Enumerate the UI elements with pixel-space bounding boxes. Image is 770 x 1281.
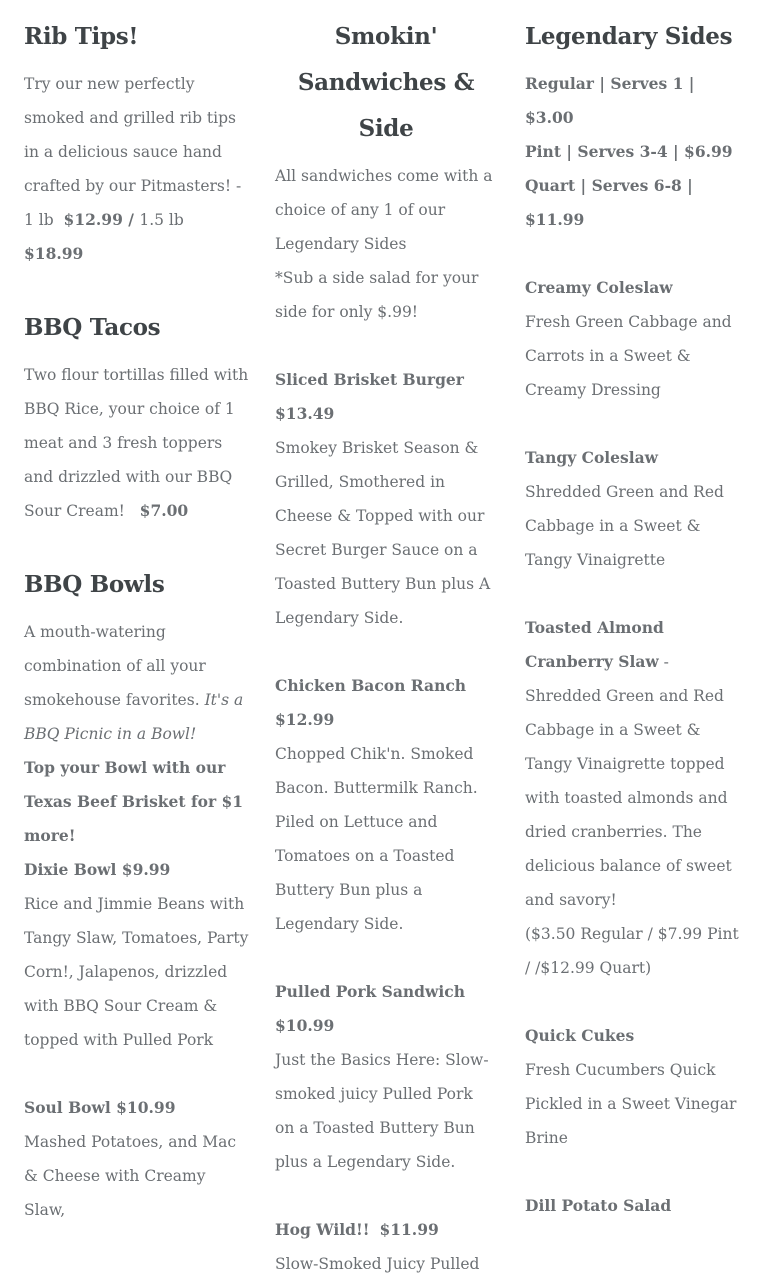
sides-title: Legendary Sides xyxy=(525,23,733,50)
side-dill-potato-salad-name: Dill Potato Salad xyxy=(525,1196,672,1215)
rib-tips-desc-text: Try our new perfectly smoked and grilled rib tips in a delicious sauce hand crafted by our Pitmasters! - 1 lb xyxy=(24,75,242,229)
side-almond-slaw-name: Toasted Almond Cranberry Slaw xyxy=(525,618,664,671)
rib-tips-price-1lb: $12.99 xyxy=(63,210,123,229)
column-sides xyxy=(525,14,745,1223)
sandwich-cbr-price: $12.99 xyxy=(275,710,335,729)
side-almond-slaw xyxy=(525,611,745,917)
column-specials xyxy=(24,14,250,1227)
size-regular: Regular | Serves 1 | $3.00 xyxy=(525,74,695,127)
size-pint: Pint | Serves 3-4 | $6.99 xyxy=(525,142,733,161)
tacos-description xyxy=(24,358,250,528)
bowls-upgrade-note: Top your Bowl with our Texas Beef Brisket for $1 more! xyxy=(24,758,244,845)
side-creamy-coleslaw-name: Creamy Coleslaw xyxy=(525,278,673,297)
sandwich-item-name xyxy=(275,975,497,1043)
sandwiches-sub-note: *Sub a side salad for your side for only $.99! xyxy=(275,269,479,321)
tacos-title: BBQ Tacos xyxy=(24,314,161,341)
size-quart: Quart | Serves 6-8 | $11.99 xyxy=(525,176,693,229)
sandwich-hog-wild-name: Hog Wild!! xyxy=(275,1220,370,1239)
sandwich-pulled-pork-name: Pulled Pork Sandwich xyxy=(275,982,465,1001)
sandwich-pulled-pork-price: $10.99 xyxy=(275,1016,335,1035)
sandwich-brisket-description: Smokey Brisket Season & Grilled, Smothered in Cheese & Topped with our Secret Burger Sauce on a Toasted Buttery Bun plus A Legendary Side. xyxy=(275,439,491,627)
sandwich-hog-wild-price: $11.99 xyxy=(379,1220,439,1239)
side-almond-slaw-description: - Shredded Green and Red Cabbage in a Sweet & Tangy Vinaigrette topped with toasted almonds and dried cranberries. The delicious balance of sweet and savory! xyxy=(525,653,732,909)
dixie-bowl-name: Dixie Bowl $9.99 xyxy=(24,860,171,879)
tacos-price: $7.00 xyxy=(139,501,189,520)
sandwiches-title: Smokin' Sandwiches & Side xyxy=(297,23,475,142)
rib-tips-half-lb: 1.5 lb xyxy=(139,211,184,229)
bowls-desc-text: A mouth-watering combination of all your smokehouse favorites. xyxy=(24,623,206,709)
bowls-desc-italic: It's a BBQ Picnic in a Bowl! xyxy=(24,691,244,743)
rib-tips-description xyxy=(24,67,250,271)
sandwich-brisket-price: $13.49 xyxy=(275,404,335,423)
rib-tips-price-1-5lb: $18.99 xyxy=(24,244,84,263)
sandwich-item-name xyxy=(275,669,497,737)
sandwich-item-name xyxy=(275,1213,497,1247)
side-quick-cukes-name: Quick Cukes xyxy=(525,1026,635,1045)
side-tangy-coleslaw-name: Tangy Coleslaw xyxy=(525,448,659,467)
sandwich-item-name xyxy=(275,363,497,431)
sandwich-hog-wild-description: Slow-Smoked Juicy Pulled xyxy=(275,1255,480,1273)
rib-tips-slash: / xyxy=(122,210,140,229)
soul-bowl-description: Mashed Potatoes, and Mac & Cheese with Creamy Slaw, xyxy=(24,1133,237,1219)
column-sandwiches xyxy=(275,14,497,1281)
dixie-bowl-description: Rice and Jimmie Beans with Tangy Slaw, Tomatoes, Party Corn!, Jalapenos, drizzled with BBQ Sour Cream & topped with Pulled Pork xyxy=(24,895,249,1049)
rib-tips-title: Rib Tips! xyxy=(24,23,139,50)
sandwiches-intro: All sandwiches come with a choice of any 1 of our Legendary Sides xyxy=(275,167,493,253)
sandwich-brisket-name: Sliced Brisket Burger xyxy=(275,370,464,389)
sandwich-cbr-name: Chicken Bacon Ranch xyxy=(275,676,467,695)
bowls-description xyxy=(24,615,250,751)
sandwich-pulled-pork-description: Just the Basics Here: Slow-smoked juicy Pulled Pork on a Toasted Buttery Bun plus a Legendary Side. xyxy=(275,1051,489,1171)
side-creamy-coleslaw-description: Fresh Green Cabbage and Carrots in a Sweet & Creamy Dressing xyxy=(525,313,732,399)
sandwich-cbr-description: Chopped Chik'n. Smoked Bacon. Buttermilk Ranch. Piled on Lettuce and Tomatoes on a Toasted Buttery Bun plus a Legendary Side. xyxy=(275,745,478,933)
tacos-desc-text: Two flour tortillas filled with BBQ Rice, your choice of 1 meat and 3 fresh toppers and drizzled with our BBQ Sour Cream! xyxy=(24,366,249,520)
side-tangy-coleslaw-description: Shredded Green and Red Cabbage in a Sweet & Tangy Vinaigrette xyxy=(525,483,724,569)
side-almond-slaw-price: ($3.50 Regular / $7.99 Pint / /$12.99 Quart) xyxy=(525,925,739,977)
bowls-title: BBQ Bowls xyxy=(24,571,165,598)
soul-bowl-name: Soul Bowl $10.99 xyxy=(24,1098,176,1117)
side-quick-cukes-description: Fresh Cucumbers Quick Pickled in a Sweet Vinegar Brine xyxy=(525,1061,737,1147)
